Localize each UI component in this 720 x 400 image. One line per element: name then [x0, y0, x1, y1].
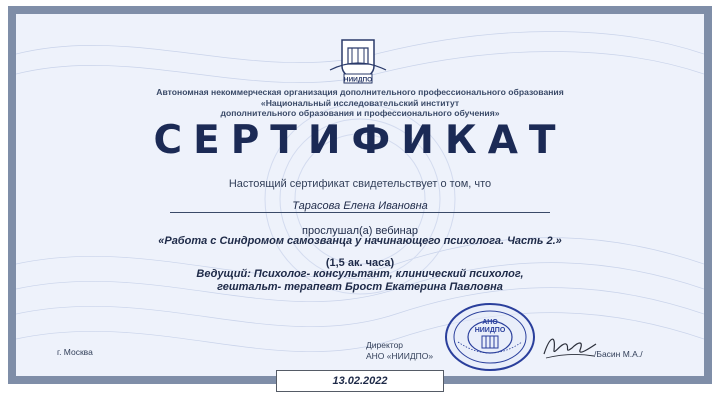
niidpo-logo-icon: [322, 36, 394, 86]
recipient-underline: [170, 212, 550, 213]
stamp-text-top: АНО: [482, 319, 498, 326]
host-line-1: Ведущий: Психолог- консультант, клинический психолог,: [196, 268, 524, 280]
director-label: [366, 340, 433, 362]
recipient-name: Тарасова Елена Ивановна: [292, 200, 428, 212]
host-info: [0, 268, 720, 293]
certificate-title: СЕРТИФИКАТ: [153, 118, 567, 163]
webinar-hours: (1,5 ак. часа): [325, 257, 395, 269]
logo-text: НИИДПО: [343, 76, 373, 84]
city-label: г. Москва: [57, 347, 93, 357]
official-stamp-icon: [444, 302, 536, 372]
stamp-text-main: НИИДПО: [474, 327, 506, 334]
listened-text: прослушал(а) вебинар: [302, 225, 418, 237]
org-line-2: «Национальный исследовательский институт: [260, 97, 460, 108]
signer-name: /Басин М.А./: [594, 349, 643, 359]
webinar-title: «Работа с Синдромом самозванца у начинающего психолога. Часть 2.»: [158, 235, 562, 247]
director-org: АНО «НИИДПО»: [366, 351, 434, 361]
org-line-1: Автономная некоммерческая организация дополнительного профессионального образования: [156, 87, 564, 97]
certifies-text: Настоящий сертификат свидетельствует о том, что: [228, 178, 492, 190]
director-signature: [540, 330, 598, 362]
director-title: Директор: [366, 340, 404, 350]
organization-name: [0, 87, 720, 119]
org-line-3: дополнительного образования и профессионального обучения»: [220, 108, 500, 118]
host-line-2: гештальт- терапевт Брост Екатерина Павловна: [217, 280, 503, 293]
issue-date: 13.02.2022: [276, 370, 444, 392]
